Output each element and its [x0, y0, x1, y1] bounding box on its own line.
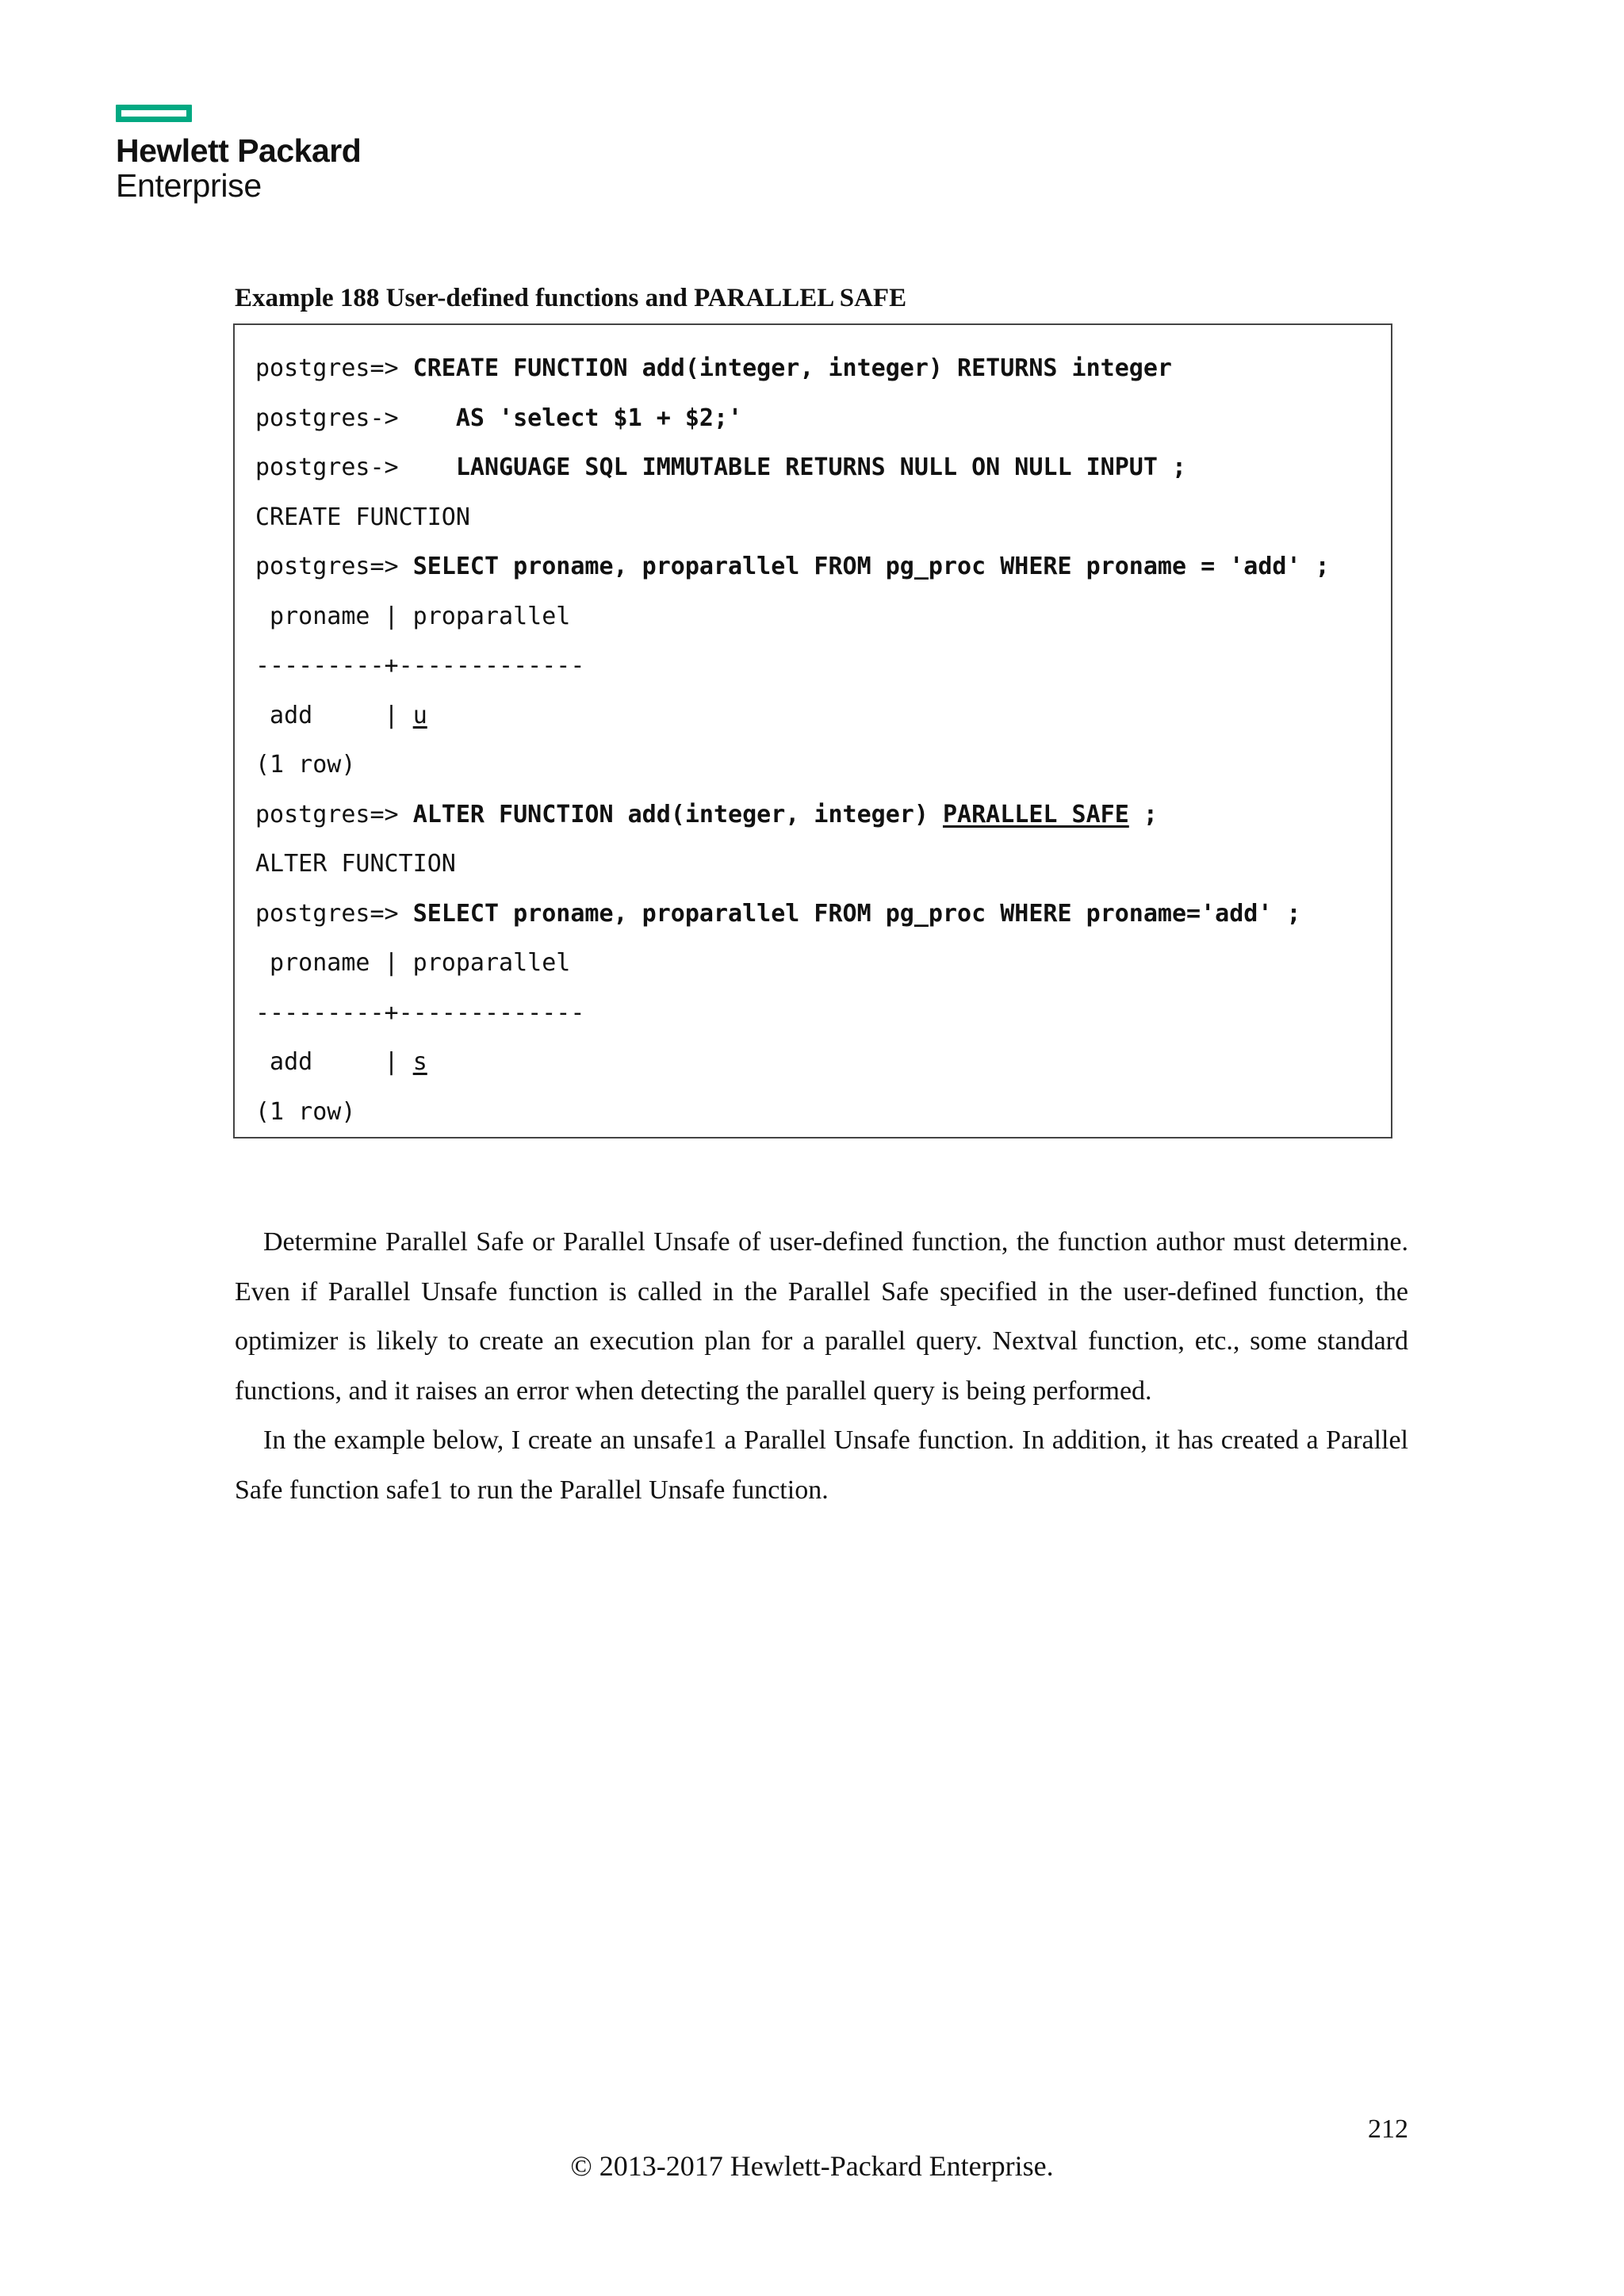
code-line: [255, 394, 1391, 444]
code-prompt: postgres->: [255, 404, 456, 432]
code-line: [255, 344, 1391, 394]
code-command: SELECT proname, proparallel FROM pg_proc WHERE proname = 'add' ;: [412, 553, 1330, 580]
code-line: [255, 542, 1391, 592]
code-line: ALTER FUNCTION: [255, 850, 456, 878]
code-command: ALTER FUNCTION add(integer, integer): [412, 800, 943, 828]
code-line: [255, 691, 1391, 741]
page-number: 212: [1368, 2114, 1408, 2144]
code-prompt: postgres=>: [255, 899, 413, 928]
code-line: ---------+-------------: [255, 652, 585, 679]
code-output-value: s: [412, 1048, 427, 1076]
code-line: (1 row): [255, 1097, 356, 1126]
code-command-highlight: PARALLEL SAFE: [942, 800, 1129, 828]
body-text: [235, 1218, 1408, 1515]
logo-line1: Hewlett Packard: [116, 132, 362, 169]
code-output-value: u: [412, 701, 427, 729]
paragraph: In the example below, I create an unsafe1 a Parallel Unsafe function. In addition, it has created a Parallel Safe function safe1 to run the Parallel Unsafe function.: [235, 1425, 1408, 1505]
logo-line2: Enterprise: [116, 167, 262, 204]
code-prompt: postgres=>: [255, 553, 413, 580]
hpe-logo-mark-icon: [116, 105, 192, 122]
code-prompt: postgres->: [255, 453, 456, 481]
code-command: AS 'select $1 + $2;': [455, 404, 743, 432]
example-caption: Example 188 User-defined functions and PARALLEL SAFE: [235, 284, 907, 312]
code-output: add |: [255, 701, 413, 729]
code-line: ---------+-------------: [255, 998, 585, 1027]
code-line: CREATE FUNCTION: [255, 503, 470, 531]
code-output: add |: [255, 1048, 413, 1076]
code-prompt: postgres=>: [255, 354, 413, 382]
code-command: CREATE FUNCTION add(integer, integer) RETURNS integer: [412, 354, 1172, 382]
hpe-logo: [116, 105, 370, 203]
code-line: (1 row): [255, 751, 356, 779]
code-command: LANGUAGE SQL IMMUTABLE RETURNS NULL ON NULL INPUT ;: [455, 453, 1187, 481]
code-line: [255, 790, 1391, 840]
code-line: [255, 443, 1391, 493]
paragraph: Determine Parallel Safe or Parallel Unsafe of user-defined function, the function author must determine. Even if Parallel Unsafe function is called in the Parallel Safe specified in the user-defined function, the optimizer is likely to create an execution plan for a parallel query. Nextval function, etc., some standard functions, and it raises an error when detecting the parallel query is being performed.: [235, 1227, 1408, 1406]
code-line: proname | proparallel: [255, 949, 571, 977]
code-command-end: ;: [1128, 800, 1158, 828]
code-prompt: postgres=>: [255, 800, 413, 828]
code-line: [255, 1038, 1391, 1088]
code-block: [233, 323, 1392, 1138]
code-command: SELECT proname, proparallel FROM pg_proc WHERE proname='add' ;: [412, 899, 1301, 928]
code-line: [255, 890, 1391, 939]
copyright-footer: © 2013-2017 Hewlett-Packard Enterprise.: [570, 2150, 1054, 2182]
code-line: proname | proparallel: [255, 602, 571, 630]
